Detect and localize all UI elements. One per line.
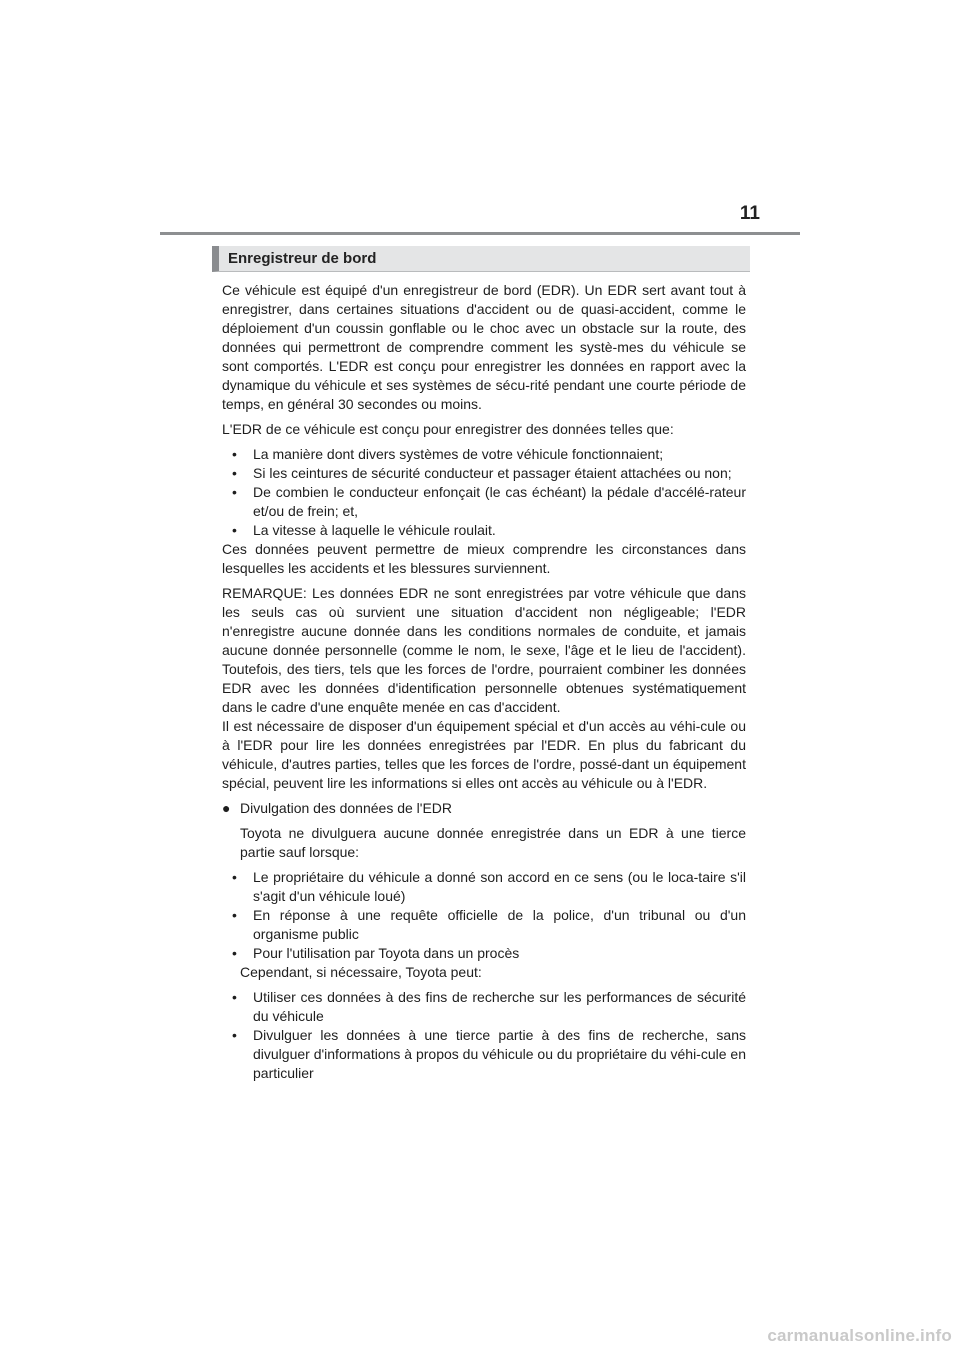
edr-data-list bbox=[222, 445, 746, 540]
bullet-icon: • bbox=[232, 1027, 237, 1043]
understanding-paragraph: Ces données peuvent permettre de mieux comprendre les circonstances dans lesquelles les accidents et les blessures surviennent. bbox=[222, 541, 746, 576]
intro-paragraph: Ce véhicule est équipé d'un enregistreur de bord (EDR). Un EDR sert avant tout à enregistrer, dans certaines situations d'accident ou de quasi-accident, comme le déploiement d'un coussin gonflable ou le choc avec un obstacle sur la route, des données qui permettront de comprendre comment les systè-mes du véhicule se sont comportés. L'EDR est conçu pour enregistrer les données en rapport avec la dynamique du véhicule et ses systèmes de sécu-rité pendant une courte période de temps, en général 30 secondes ou moins. bbox=[222, 282, 746, 412]
disclosure-section bbox=[222, 799, 746, 1083]
disc-bullet-icon: ● bbox=[222, 800, 231, 816]
disclosure-heading: ● Divulgation des données de l'EDR bbox=[222, 800, 453, 816]
bullet-icon: • bbox=[232, 869, 237, 885]
list-item: • Le propriétaire du véhicule a donné son accord en ce sens (ou le loca-taire s'il s'agit d'un véhicule loué) bbox=[232, 869, 746, 904]
remarque-paragraph: REMARQUE: Les données EDR ne sont enregistrées par votre véhicule que dans les seuls cas où survient une situation d'accident non négligeable; l'EDR n'enregistre aucune donnée dans les conditions normales de conduite, et jamais aucune donnée personnelle (comme le nom, le sexe, l'âge et le lieu de l'accident). Toutefois, des tiers, tels que les forces de l'ordre, pourraient combiner les données EDR avec les données d'identification personnelle obtenues systématiquement dans le cadre d'une enquête menée en cas d'accident. bbox=[222, 585, 746, 715]
list-item: • Si les ceintures de sécurité conducteur et passager étaient attachées ou non; bbox=[232, 465, 732, 481]
however-text: Cependant, si nécessaire, Toyota peut: bbox=[240, 964, 482, 980]
bullet-icon: • bbox=[232, 484, 237, 500]
list-item: • En réponse à une requête officielle de la police, d'un tribunal ou d'un organisme public bbox=[232, 907, 746, 942]
toyota-uses-list bbox=[222, 988, 746, 1083]
top-rule bbox=[160, 232, 800, 235]
bullet-icon: • bbox=[232, 989, 237, 1005]
list-item: • De combien le conducteur enfonçait (le cas échéant) la pédale d'accélé-rateur et/ou de frein; et, bbox=[232, 484, 746, 519]
list-item: • Divulguer les données à une tierce partie à des fins de recherche, sans divulguer d'informations à propos du véhicule ou du propriétaire du véhi-cule en particulier bbox=[232, 1027, 746, 1081]
disclosure-text: Toyota ne divulguera aucune donnée enregistrée dans un EDR à une tierce partie sauf lorsque: bbox=[240, 825, 746, 860]
disclosure-conditions-list bbox=[222, 868, 746, 963]
bullet-icon: • bbox=[232, 907, 237, 923]
equipment-paragraph: Il est nécessaire de disposer d'un équipement spécial et d'un accès au véhi-cule ou à l'EDR pour lire les données enregistrées par l'EDR. En plus du fabricant du véhicule, d'autres parties, telles que les forces de l'ordre, possé-dant un équipement spécial, peuvent lire les informations si elles ont accès au véhicule ou à l'EDR. bbox=[222, 718, 746, 791]
list-item: • Pour l'utilisation par Toyota dans un procès bbox=[232, 945, 520, 961]
watermark: carmanualsonline.info bbox=[767, 1326, 952, 1345]
document-body bbox=[222, 281, 746, 1089]
bullet-icon: • bbox=[232, 522, 237, 538]
list-item: • Utiliser ces données à des fins de recherche sur les performances de sécurité du véhicule bbox=[232, 989, 746, 1024]
bullet-icon: • bbox=[232, 945, 237, 961]
list-item: • La vitesse à laquelle le véhicule roulait. bbox=[232, 522, 496, 538]
bullet-icon: • bbox=[232, 446, 237, 462]
section-heading: Enregistreur de bord bbox=[212, 246, 750, 272]
bullet-icon: • bbox=[232, 465, 237, 481]
edr-records-paragraph: L'EDR de ce véhicule est conçu pour enregistrer des données telles que: bbox=[222, 421, 674, 437]
list-item: • La manière dont divers systèmes de votre véhicule fonctionnaient; bbox=[232, 446, 664, 462]
page-number: 11 bbox=[739, 203, 760, 224]
